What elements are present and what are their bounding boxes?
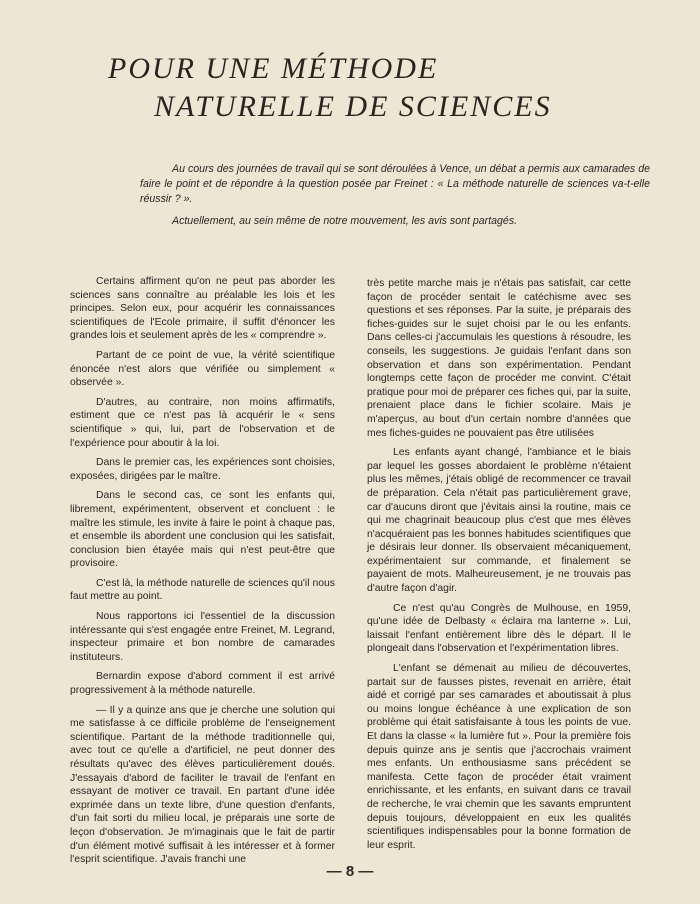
article-title xyxy=(100,50,620,126)
right-paragraph-2: Les enfants ayant changé, l'ambiance et le biais par lequel les gosses abordaient le problème n'étaient plus les mêmes, j'étais obligé de recommencer ce travail de préparation. Cela n'était pas particulièrement grave, car d'aucuns diront que j'évitais ainsi la routine, mais ce qui me chagrinait beaucoup plus c'est que mes élèves n'acquéraient pas les bonnes habitudes scientifiques que je désirais leur donner. Ils observaient mécaniquement, expérimentaient sur commande, et finalement se payaient de mots. Malheureusement, je ne trouvais pas d'autre façon d'agir. xyxy=(367,447,631,595)
left-paragraph-3: D'autres, au contraire, non moins affirmatifs, estiment que ce n'est pas là acquérir le « sens scientifique » qui, lui, part de l'observation et de l'expérience pour aboutir à la loi. xyxy=(70,396,335,449)
left-paragraph-7: Nous rapportons ici l'essentiel de la discussion intéressante qui s'est engagée entre Freinet, M. Legrand, inspecteur primaire et bon nombre de camarades instituteurs. xyxy=(70,611,335,663)
right-paragraph-3: Ce n'est qu'au Congrès de Mulhouse, en 1959, qu'une idée de Delbasty « éclaira ma lanterne ». Lui, laissait l'enfant entièrement libre dès le départ. Il le plongeait dans l'observation et l'expérimentation libres. xyxy=(367,602,631,655)
right-column xyxy=(367,277,631,858)
left-column xyxy=(70,275,335,873)
left-paragraph-2: Partant de ce point de vue, la vérité scientifique énoncée n'est alors que vérifiée ou simplement « observée ». xyxy=(70,349,335,389)
right-paragraph-1: très petite marche mais je n'étais pas satisfait, car cette façon de procéder sentait le catéchisme avec ses questions et ses réponses. Par la suite, je préparais des fiches-guides sur le sujet choisi par le ou les enfants. Dans celles-ci j'accumulais les questions à résoudre, les conseils, les suggestions. Je guidais l'enfant dans son observation et dans son expérimentation. Pendant longtemps cette façon de procéder me convint. C'était pratique pour moi de préparer ces fiches qui, par la suite, prenaient place dans le fichier scolaire. Mais je m'aperçus, au bout d'un certain nombre d'années que mes fiches-guides ne pouvaient pas être utilisées xyxy=(367,278,631,439)
left-paragraph-9: — Il y a quinze ans que je cherche une solution qui me satisfasse à ce difficile problème de l'enseignement scientifique. Partant de la méthode traditionnelle qui, avec tout ce qu'elle a d'artificiel, ne peut donner des résultats qu'avec des élèves particulièrement doués. J'essayais d'abord de faciliter le travail de l'enfant en essayant de motiver ce travail. En partant d'une idée exprimée dans un texte libre, d'une question d'enfants, d'un fait sorti du milieu local, je préparais une sorte de leçon d'observation. Je m'imaginais que le fait de partir d'un élément motivé suffisait à les intéresser et à former l'esprit scientifique. J'avais franchi une xyxy=(70,704,335,866)
left-paragraph-6: C'est là, la méthode naturelle de sciences qu'il nous faut mettre au point. xyxy=(70,577,335,603)
intro-paragraph-2: Actuellement, au sein même de notre mouvement, les avis sont partagés. xyxy=(172,215,518,227)
left-paragraph-1: Certains affirment qu'on ne peut pas aborder les sciences sans connaître au préalable les lois et les principes. Selon eux, pour acquérir les connaissances scientifiques de l'Ecole primaire, il suffit d'énoncer les grandes lois et seulement après de les « comprendre ». xyxy=(70,276,335,342)
article-intro xyxy=(140,162,650,236)
page-number: — 8 — xyxy=(326,863,374,880)
title-line-1: POUR UNE MÉTHODE xyxy=(108,52,439,85)
left-paragraph-4: Dans le premier cas, les expériences sont choisies, exposées, dirigées par le maître. xyxy=(70,457,335,482)
left-paragraph-5: Dans le second cas, ce sont les enfants qui, librement, expérimentent, observent et concluent : le maître les stimule, les invite à faire le point à chaque pas, et ensemble ils abordent une conclusion qui les satisfait, conclusion bien étayée mais qui n'est peut-être que provisoire. xyxy=(70,490,335,570)
left-paragraph-8: Bernardin expose d'abord comment il est arrivé progressivement à la méthode naturelle. xyxy=(70,671,335,697)
right-paragraph-4: L'enfant se démenait au milieu de découvertes, partait sur de fausses pistes, revenait en arrière, était aidé et corrigé par ses camarades et aboutissait à plus ou moins longue échéance à une explication de son problème qui était satisfaisante à tous les points de vue. Et dans la classe « la lumière fut ». Pour la première fois depuis quinze ans je sentis que j'accrochais vraiment mes enfants. Un enthousiasme sans précédent se manifesta. Cette façon de procéder était vraiment enrichissante, et les enfants, en suivant dans ce travail de recherche, le vrai chemin que les savants empruntent depuis toujours, développaient en eux les qualités scientifiques indispensables pour la bonne formation de leur esprit. xyxy=(367,663,631,851)
title-line-2: NATURELLE DE SCIENCES xyxy=(154,90,552,123)
intro-paragraph-1: Au cours des journées de travail qui se sont déroulées à Vence, un débat a permis aux camarades de faire le point et de répondre à la question posée par Freinet : « La méthode naturelle de sciences va-t-elle réussir ? ». xyxy=(140,163,650,205)
